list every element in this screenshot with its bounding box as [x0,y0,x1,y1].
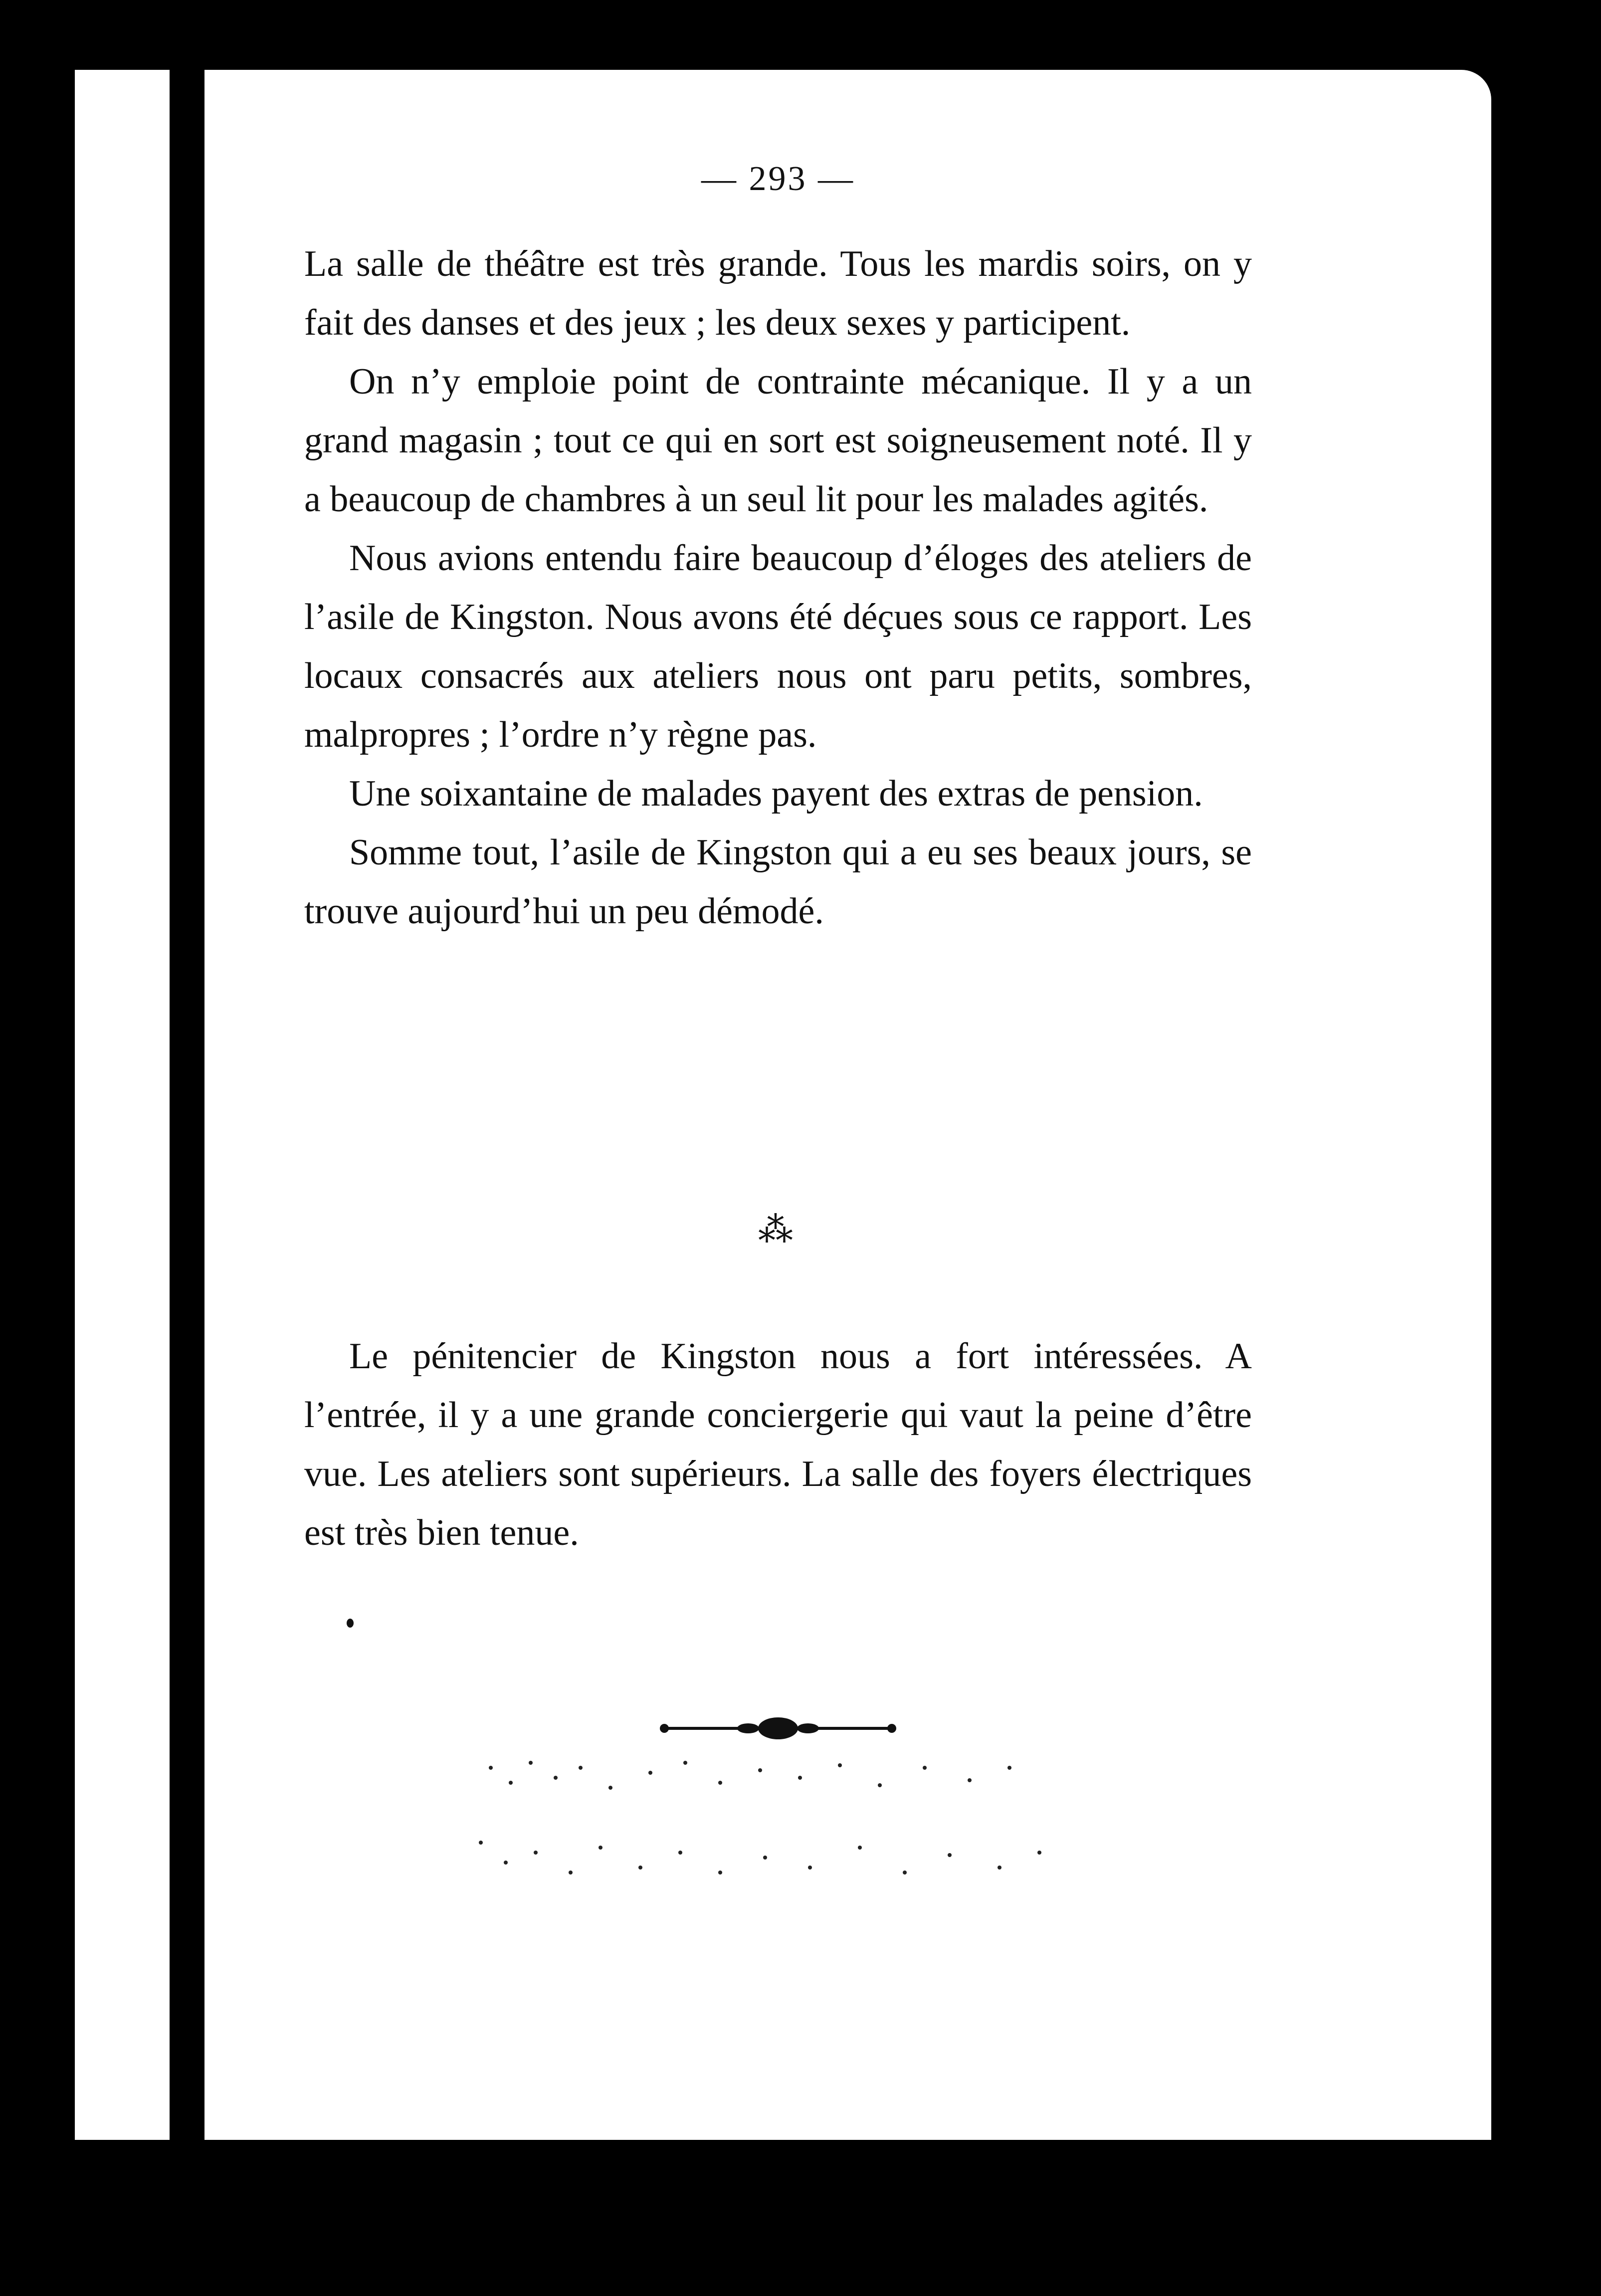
paragraph-theatre: La salle de théâtre est très grande. Tous les mardis soirs, on y fait des danses et des jeux ; les deux sexes y participent. [304,243,1252,343]
left-margin-strip [75,70,170,2140]
stray-ink-dot [347,1619,354,1628]
right-edge-shadow [1491,125,1601,2145]
bottom-edge-shadow [135,2140,1601,2296]
paragraph-contrainte: On n’y emploie point de contrainte mécanique. Il y a un grand magasin ; tout ce qui en sort est soigneusement noté. Il y a beaucoup de chambres à un seul lit pour les malades agités. [304,361,1252,520]
faded-library-stamp [449,1746,1097,1905]
paragraph-pension: Une soixantaine de malades payent des extras de pension. [349,773,1203,814]
end-ornament-icon [658,1711,898,1746]
body-paragraphs [304,234,1252,941]
binding-shadow [170,70,204,2140]
paragraph-ateliers: Nous avions entendu faire beaucoup d’éloges des ateliers de l’asile de Kingston. Nous avons été déçues sous ce rapport. Les locaux consacrés aux ateliers nous ont paru petits, sombres, malpropres ; l’ordre n’y règne pas. [304,538,1252,755]
penitencier-section [304,1327,1252,1562]
asterism-separator: ⁂ [758,1209,798,1250]
page-number: — 293 — [701,160,855,198]
paragraph-penitencier: Le pénitencier de Kingston nous a fort intéressées. A l’entrée, il y a une grande conciergerie qui vaut la peine d’être vue. Les ateliers sont supérieurs. La salle des foyers électriques est très bien tenue. [304,1336,1252,1553]
paragraph-demode: Somme tout, l’asile de Kingston qui a eu ses beaux jours, se trouve aujourd’hui un peu démodé. [304,832,1252,932]
